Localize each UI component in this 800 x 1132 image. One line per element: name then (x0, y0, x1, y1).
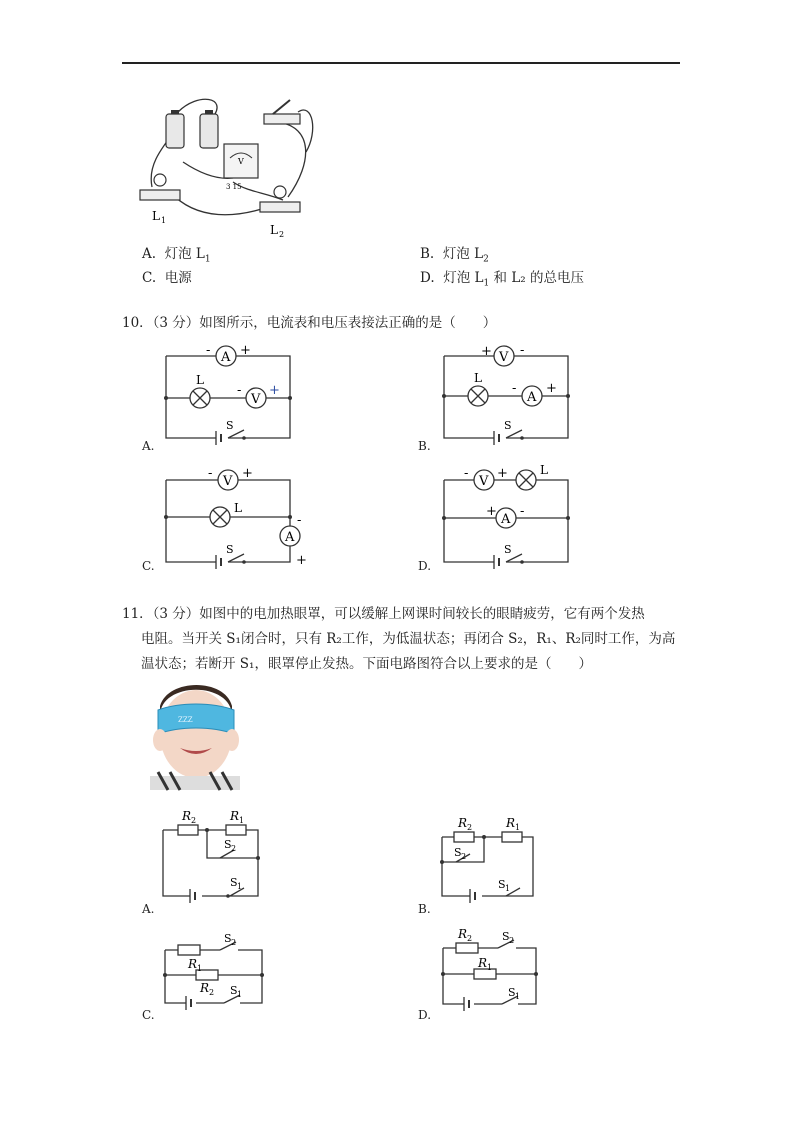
q9-option-d: D. 灯泡 $L_1$ 和 L₂ 的总电压 (420, 270, 584, 289)
r2-sub: 2 (467, 823, 473, 832)
ammeter-plus: + (296, 553, 307, 568)
r1-label: R (478, 956, 488, 970)
r1-label: R (188, 957, 198, 971)
voltmeter-label: V (251, 392, 261, 407)
r1-label: R (506, 816, 516, 830)
ammeter-minus: - (297, 513, 302, 528)
r2-label: R (182, 809, 192, 823)
eye-mask-photo (140, 676, 250, 790)
header-rule (122, 62, 680, 64)
r2-label: R (200, 981, 210, 995)
lamp-label: L (474, 371, 482, 385)
voltmeter-label: V (479, 474, 489, 489)
q10-circuit-a (160, 340, 300, 445)
lamp-l2-bulb (274, 186, 286, 198)
ammeter-label: A (501, 512, 511, 527)
q11-label-d: D. (418, 1008, 432, 1022)
s2-sub: 2 (461, 852, 467, 861)
s2-sub: 2 (231, 938, 237, 947)
q10-circuit-c (160, 464, 310, 569)
s2-sub: 2 (509, 936, 515, 945)
battery-2 (200, 114, 218, 148)
q11-circuit-a (160, 806, 270, 906)
q9-option-c: C. 电源 (142, 270, 192, 286)
s2-label: S (502, 930, 510, 943)
lamp-label: L (196, 373, 204, 387)
lamp-label: L (234, 501, 242, 515)
q11-stem-line3: 温状态；若断开 S₁，眼罩停止发热。下面电路图符合以上要求的是（ ） (141, 656, 592, 672)
s1-sub: 1 (505, 884, 511, 893)
mask-brand-mark: ZZZ (178, 716, 193, 724)
r1-sub: 1 (487, 963, 493, 972)
ammeter-label: A (285, 530, 295, 545)
q11-label-a: A. (142, 902, 155, 916)
s1-label: S (230, 876, 238, 889)
s1-label: S (498, 878, 506, 891)
voltmeter-minus: - (464, 466, 469, 481)
q10-circuit-b (438, 340, 578, 445)
voltmeter-plus: + (269, 383, 280, 398)
voltmeter-plus: + (497, 466, 508, 481)
s1-sub: 1 (237, 990, 243, 999)
q10-label-c: C. (142, 559, 155, 573)
s2-label: S (224, 838, 232, 851)
lamp-l2-base (260, 202, 300, 212)
r1-sub: 1 (515, 823, 521, 832)
lamp-l2-label: L (270, 223, 278, 237)
q11-circuit-b (438, 812, 548, 902)
lamp-l1-bulb (154, 174, 166, 186)
ammeter-label: A (527, 390, 537, 405)
voltmeter-label: V (223, 474, 233, 489)
voltmeter-label: V (499, 350, 509, 365)
s2-label: S (454, 846, 462, 859)
r1-label: R (230, 809, 240, 823)
q11-label-b: B. (418, 902, 431, 916)
s1-label: S (508, 986, 516, 999)
q11-label-c: C. (142, 1008, 155, 1022)
q9-option-a: A. 灯泡 $L_1$ (142, 246, 211, 265)
switch-label: S (226, 543, 234, 556)
ammeter-plus: + (486, 504, 497, 519)
voltmeter-plus: + (242, 466, 253, 481)
q10-label-d: D. (418, 559, 432, 573)
lamp-label: L (540, 463, 548, 477)
q11-stem-line1: 11．（3 分）如图中的电加热眼罩，可以缓解上网课时间较长的眼睛疲劳，它有两个发热 (122, 606, 645, 622)
r2-sub: 2 (209, 988, 215, 997)
switch-label: S (504, 419, 512, 432)
knife-switch (264, 114, 300, 124)
meter-scale: 3 15 (226, 183, 242, 191)
q9-figure (138, 92, 328, 242)
r2-sub: 2 (467, 934, 473, 943)
r2-sub: 2 (191, 816, 197, 825)
switch-label: S (504, 543, 512, 556)
q11-stem-line2: 电阻。当开关 S₁闭合时，只有 R₂工作，为低温状态；再闭合 S₂，R₁、R₂同时工作，为高 (141, 631, 676, 647)
q11-circuit-c (160, 930, 270, 1015)
s1-sub: 1 (237, 882, 243, 891)
voltmeter-minus: - (208, 466, 213, 481)
lamp-l1-sub: 1 (161, 216, 167, 225)
voltmeter-minus: - (237, 383, 242, 398)
ammeter-plus: + (546, 381, 557, 396)
q9-option-b: B. 灯泡 $L_2$ (420, 246, 489, 265)
ammeter-label: A (221, 350, 231, 365)
s2-sub: 2 (231, 844, 237, 853)
r2-label: R (458, 927, 468, 941)
r1-sub: 1 (197, 964, 203, 973)
lamp-l1-base (140, 190, 180, 200)
lamp-l2-sub: 2 (279, 230, 285, 239)
ammeter-minus: - (206, 343, 211, 358)
ammeter-plus: + (240, 343, 251, 358)
s1-label: S (230, 984, 238, 997)
q11-circuit-d (438, 926, 548, 1011)
s2-label: S (224, 932, 232, 945)
ammeter-minus: - (520, 504, 525, 519)
q10-stem: 10．（3 分）如图所示，电流表和电压表接法正确的是（ ） (122, 315, 497, 331)
r2-label: R (458, 816, 468, 830)
voltmeter-plus: + (481, 344, 492, 359)
q10-circuit-d (438, 464, 578, 569)
q10-label-a: A. (142, 439, 155, 453)
battery-1 (166, 114, 184, 148)
lamp-l1-label: L (152, 209, 160, 223)
s1-sub: 1 (515, 992, 521, 1001)
q10-label-b: B. (418, 439, 431, 453)
switch-label: S (226, 419, 234, 432)
voltmeter-minus: - (520, 343, 525, 358)
meter-symbol: V (238, 157, 244, 166)
ammeter-minus: - (512, 381, 517, 396)
r1-sub: 1 (239, 816, 245, 825)
